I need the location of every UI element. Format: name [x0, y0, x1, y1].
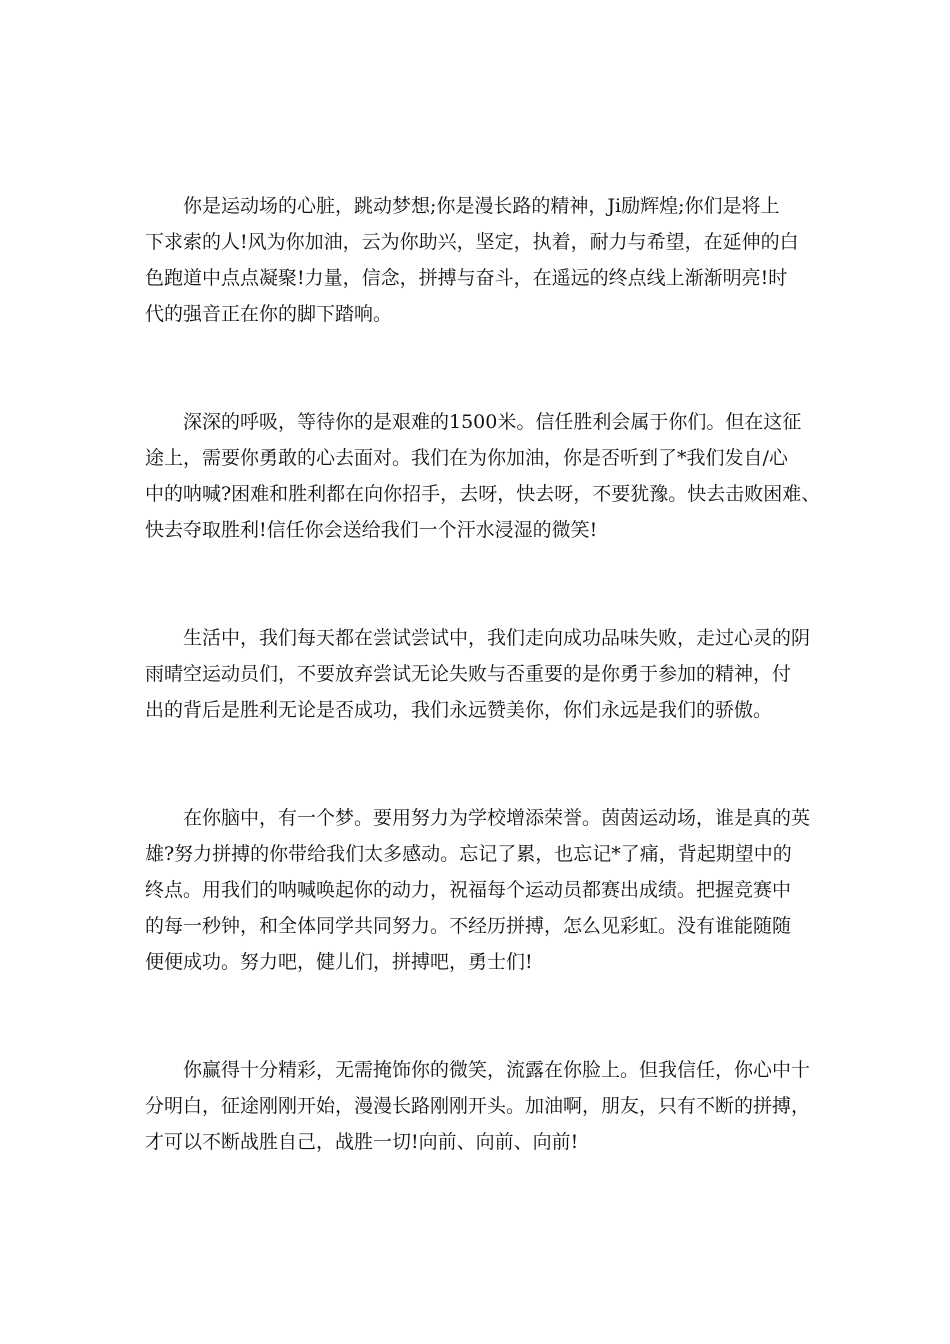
paragraph-line: 的每一秒钟，和全体同学共同努力。不经历拼搏，怎么见彩虹。没有谁能随随	[145, 915, 792, 937]
paragraph-1	[145, 188, 845, 332]
paragraph-line: 中的呐喊?困难和胜利都在向你招手，去呀，快去呀，不要犹豫。快去击败困难、	[145, 483, 821, 505]
paragraph-4	[145, 800, 845, 980]
paragraph-line: 便便成功。努力吧，健儿们，拼搏吧，勇士们!	[145, 951, 533, 973]
paragraph-line: 色跑道中点点凝聚!力量，信念，拼搏与奋斗，在遥远的终点线上渐渐明亮!时	[145, 267, 788, 289]
paragraph-line: 深深的呼吸，等待你的是艰难的1500米。信任胜利会属于你们。但在这征	[145, 411, 802, 433]
paragraph-line: 生活中，我们每天都在尝试尝试中，我们走向成功品味失败，走过心灵的阴	[145, 627, 811, 649]
paragraph-line: 雨晴空运动员们，不要放弃尝试无论失败与否重要的是你勇于参加的精神，付	[145, 663, 792, 685]
paragraph-line: 你是运动场的心脏，跳动梦想;你是漫长路的精神，Ji励辉煌;你们是将上	[145, 195, 780, 217]
paragraph-line: 途上，需要你勇敢的心去面对。我们在为你加油，你是否听到了*我们发自/心	[145, 447, 788, 469]
paragraph-line: 雄?努力拼搏的你带给我们太多感动。忘记了累，也忘记*了痛，背起期望中的	[145, 843, 792, 865]
paragraph-line: 快去夺取胜利!信任你会送给我们一个汗水浸湿的微笑!	[145, 519, 598, 541]
paragraph-line: 你赢得十分精彩，无需掩饰你的微笑，流露在你脸上。但我信任，你心中十	[145, 1059, 811, 1081]
paragraph-line: 才可以不断战胜自己，战胜一切!向前、向前、向前!	[145, 1131, 579, 1153]
paragraph-line: 在你脑中，有一个梦。要用努力为学校增添荣誉。茵茵运动场，谁是真的英	[145, 807, 811, 829]
paragraph-line: 代的强音正在你的脚下踏响。	[145, 303, 393, 325]
paragraph-line: 出的背后是胜利无论是否成功，我们永远赞美你，你们永远是我们的骄傲。	[145, 699, 773, 721]
paragraph-3	[145, 620, 845, 728]
paragraph-line: 终点。用我们的呐喊唤起你的动力，祝福每个运动员都赛出成绩。把握竞赛中	[145, 879, 792, 901]
paragraph-2	[145, 404, 845, 548]
paragraph-5	[145, 1052, 845, 1160]
paragraph-line: 下求索的人!风为你加油，云为你助兴，坚定，执着，耐力与希望，在延伸的白	[145, 231, 799, 253]
paragraph-line: 分明白，征途刚刚开始，漫漫长路刚刚开头。加油啊，朋友，只有不断的拼搏，	[145, 1095, 811, 1117]
